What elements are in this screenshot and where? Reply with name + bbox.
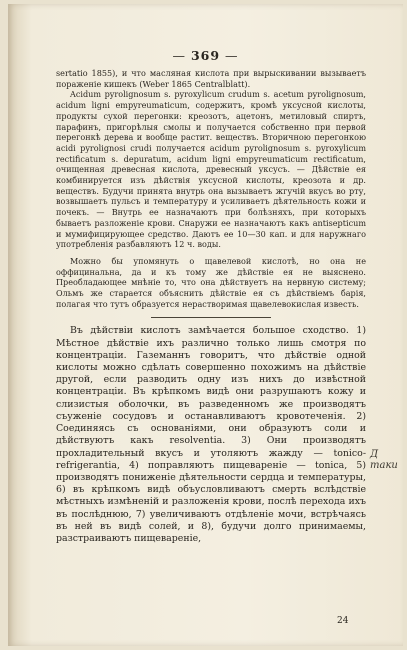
book-page bbox=[8, 4, 403, 646]
printer-signature: 24 bbox=[337, 616, 349, 626]
paragraph-1: sertatio 1855), и что масляная кислота при вырыскивании вызываетъ пораженіе кишекъ (Weber 1865 Centralblatt). bbox=[56, 68, 366, 89]
paragraph-3: Можно бы упомянуть о щавелевой кислотѣ, но она не оффицинальна, да и къ тому же дѣйствіе ея не выяснено. Преобладающее мнѣніе то, что она дѣйствуетъ на нервную систему; Ольмъ же старается объяснить дѣйствіе ея съ дѣйствіемъ барія, полагая что тутъ образуется нерастворимая щавелевокислая известь. bbox=[56, 255, 366, 309]
section-divider bbox=[151, 317, 271, 318]
page-number: 369 bbox=[190, 48, 221, 63]
handwritten-margin-note: Д таки bbox=[370, 449, 398, 471]
page-header: — 369 — bbox=[172, 48, 239, 63]
paragraph-2: Acidum pyrolignosum s. pyroxylicum crudum s. acetum pyrolignosum, acidum ligni empyreumaticum, содержитъ, кромѣ уксусной кислоты, продукты сухой перегонки: креозотъ, ацетонъ, метиловый спиртъ, парафинъ, пригорѣлыя смолы и получается собственно при первой перегонкѣ дерева и вообще растит. веществъ. Вторичною перегонкою acidi pyrolignosi crudi получается acidum pyrolignosum s. pyroxylicum rectificatum s. depuratum, acidum ligni empyreumaticum rectificatum, очищенная древесная кислота, древесный уксусъ. — Дѣйствіе ея комбинируется изъ дѣйствія уксусной кислоты, креозота и др. веществъ. Будучи принята внутрь она вызываетъ жгучій вкусъ во рту, возвышаетъ пульсъ и температуру и усиливаетъ дѣятельность кожи и почекъ. — Внутрь ее назначаютъ при болѣзняхъ, при которыхъ бываетъ разложеніе крови. Снаружи ее назначаютъ какъ antisepticum и мумифицирующее средство. Даютъ ее 10—30 кап. и для наружнаго употребленія разбавляютъ 12 ч. воды. bbox=[56, 89, 366, 250]
paragraph-4: Въ дѣйствіи кислотъ замѣчается большое сходство. 1) Мѣстное дѣйствіе ихъ различно только лишь смотря по концентраціи. Газеманнъ говоритъ, что дѣйствіе одной кислоты можно сдѣлать совершенно похожимъ на дѣйствіе другой, если разводить одну изъ нихъ до извѣстной концентраціи. Въ крѣпкомъ видѣ они разрушаютъ кожу и слизистыя оболочки, въ разведенномъ же производятъ съуженіе сосудовъ и останавливаютъ кровотеченія. 2) Соединяясь съ основаніями, они образуютъ соли и дѣйствуютъ какъ resolventia. 3) Они производятъ прохладительный вкусъ и утоляютъ жажду — tonico-refrigerantia, 4) поправляютъ пищевареніе — tonica, 5) производятъ пониженіе дѣятельности сердца и температуры, 6) въ крѣпкомъ видѣ объусловливаютъ смерть вслѣдствіе мѣстныхъ измѣненій и разложенія крови, послѣ перехода ихъ въ послѣднюю, 7) увеличиваютъ отдѣленіе мочи, встрѣчаясь въ ней въ видѣ солей, и 8), будучи долго принимаемы, разстраиваютъ пищевареніе, bbox=[56, 325, 366, 544]
body-text bbox=[56, 68, 366, 545]
